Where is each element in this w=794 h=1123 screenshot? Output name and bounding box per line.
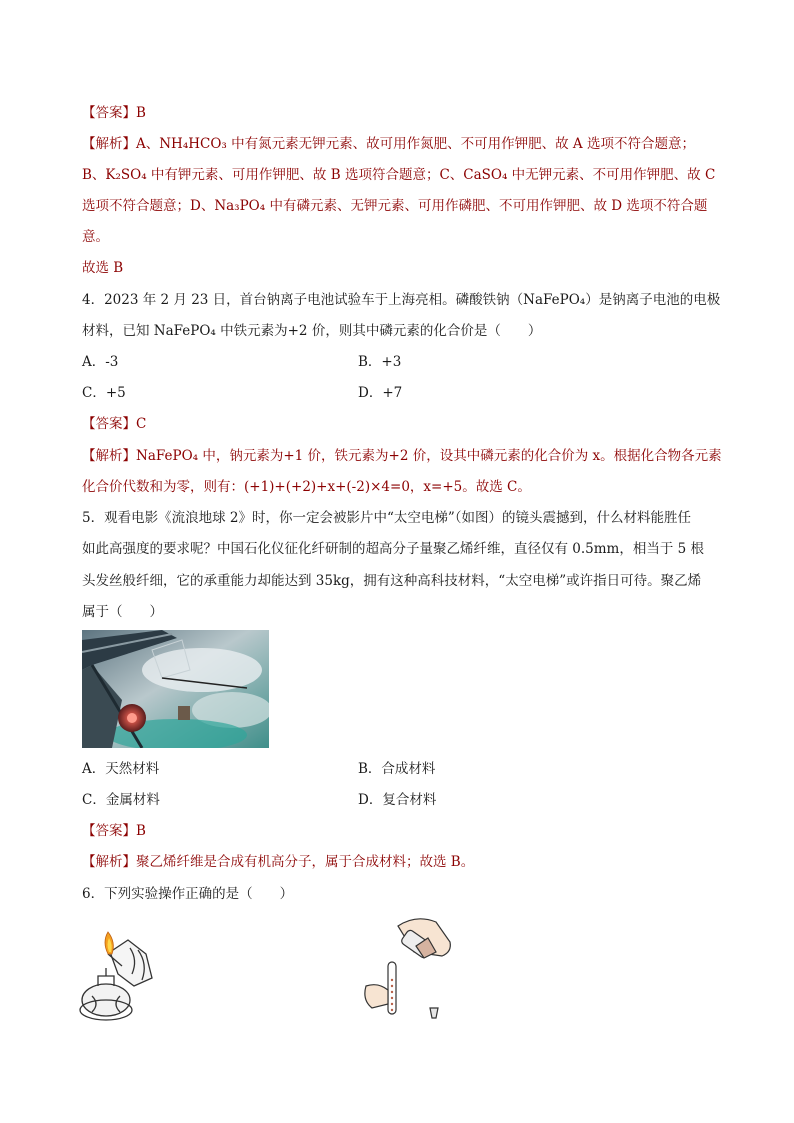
q5-option-c: C．金属材料	[82, 792, 160, 808]
space-elevator-photo-graphic	[82, 630, 269, 748]
q3-analysis-line-3: 选项不符合题意；D、Na₃PO₄ 中有磷元素、无钾元素、可用作磷肥、不可用作钾肥、故 D 选项不符合题	[82, 198, 708, 214]
q3-analysis-line-1: 【解析】A、NH₄HCO₃ 中有氮元素无钾元素、故可用作氮肥、不可用作钾肥、故 A 选项不符合题意；	[82, 136, 695, 152]
q4-option-a: A．-3	[82, 354, 119, 370]
q3-analysis-line-2: B、K₂SO₄ 中有钾元素、可用作钾肥、故 B 选项符合题意；C、CaSO₄ 中无钾元素、不可用作钾肥、故 C	[82, 167, 716, 183]
alcohol-lamp-figure	[78, 930, 168, 1026]
q5-stem-line-4: 属于（ ）	[82, 604, 163, 620]
q3-conclusion: 故选 B	[82, 260, 124, 276]
q3-analysis-line-4: 意。	[82, 229, 109, 245]
q5-analysis: 【解析】聚乙烯纤维是合成有机高分子，属于合成材料；故选 B。	[82, 854, 475, 870]
q5-stem-line-2: 如此高强度的要求呢？中国石化仪征化纤研制的超高分子量聚乙烯纤维，直径仅有 0.5mm，相当于 5 根	[82, 541, 705, 557]
q4-stem-line-2: 材料，已知 NaFePO₄ 中铁元素为+2 价，则其中磷元素的化合价是（ ）	[82, 323, 542, 339]
q4-option-d: D．+7	[358, 385, 403, 401]
space-elevator-photo	[82, 630, 269, 748]
q5-option-a: A．天然材料	[82, 761, 160, 777]
q5-option-d: D．复合材料	[358, 792, 437, 808]
q4-option-b: B．+3	[358, 354, 402, 370]
q4-analysis-line-2: 化合价代数和为零，则有：(+1)+(+2)+x+(-2)×4=0，x=+5。故选 C。	[82, 479, 531, 495]
q4-option-c: C．+5	[82, 385, 126, 401]
q3-answer: 【答案】B	[82, 105, 146, 121]
q5-option-b: B．合成材料	[358, 761, 436, 777]
test-tube-pouring-drawing	[358, 912, 458, 1024]
q4-answer: 【答案】C	[82, 416, 147, 432]
q5-stem-line-3: 头发丝般纤细，它的承重能力却能达到 35kg，拥有这种高科技材料，“太空电梯”或许指日可待。聚乙烯	[82, 573, 702, 589]
q4-analysis-line-1: 【解析】NaFePO₄ 中，钠元素为+1 价，铁元素为+2 价，设其中磷元素的化合价为 x。根据化合物各元素	[82, 448, 722, 464]
q5-stem-line-1: 5．观看电影《流浪地球 2》时，你一定会被影片中“太空电梯”（如图）的镜头震撼到，什么材料能胜任	[82, 510, 692, 526]
q4-stem-line-1: 4．2023 年 2 月 23 日，首台钠离子电池试验车于上海亮相。磷酸铁钠（NaFePO₄）是钠离子电池的电极	[82, 292, 721, 308]
alcohol-lamp-drawing	[78, 930, 168, 1026]
q6-stem: 6．下列实验操作正确的是（ ）	[82, 886, 294, 902]
q5-answer: 【答案】B	[82, 823, 146, 839]
test-tube-pouring-figure	[358, 912, 458, 1024]
